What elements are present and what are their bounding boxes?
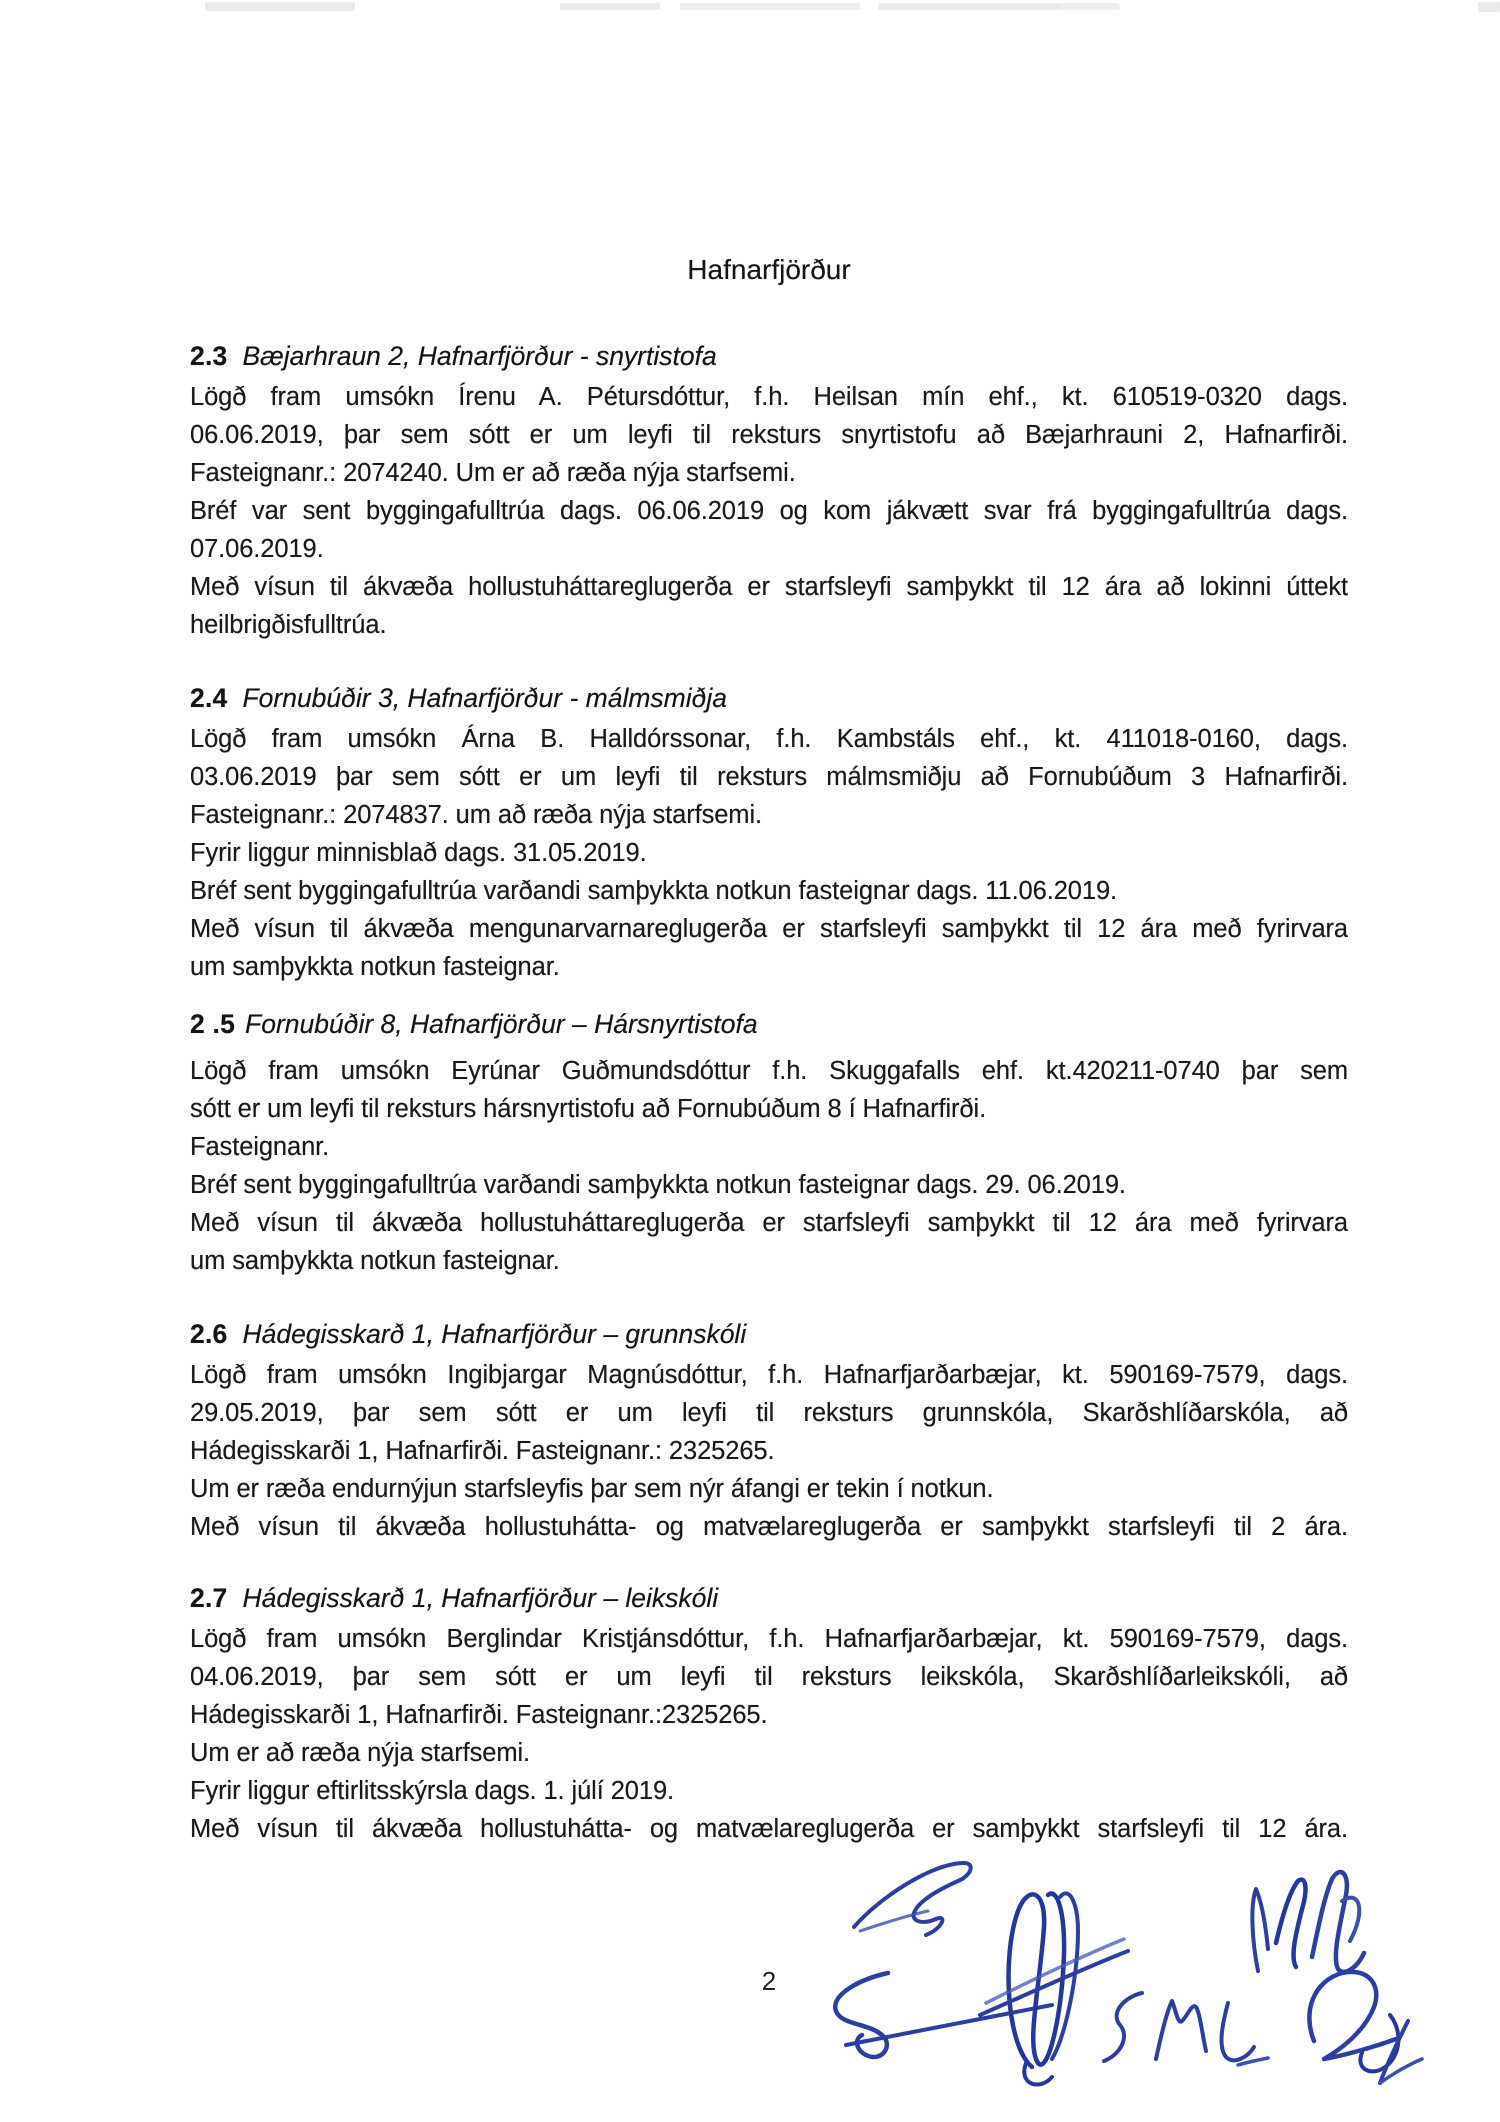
section-number: 2.4 (190, 683, 228, 713)
text-line: Lögð fram umsókn Írenu A. Pétursdóttur, f.h. Heilsan mín ehf., kt. 610519-0320 dags. (190, 383, 1348, 411)
text-line: Lögð fram umsókn Ingibjargar Magnúsdóttur, f.h. Hafnarfjarðarbæjar, kt. 590169-7579, dags. (190, 1361, 1348, 1389)
text-line: sótt er um leyfi til reksturs hársnyrtistofu að Fornubúðum 8 í Hafnarfirði. (190, 1095, 987, 1123)
text-line: Með vísun til ákvæða hollustuháttareglugerða er starfsleyfi samþykkt til 12 ára að lokinni úttekt (190, 573, 1348, 601)
section-title: Bæjarhraun 2, Hafnarfjörður - snyrtistofa (242, 341, 717, 371)
text-line: Hádegisskarði 1, Hafnarfirði. Fasteignanr.: 2325265. (190, 1437, 775, 1465)
text-line: Um er að ræða nýja starfsemi. (190, 1739, 531, 1767)
section-number: 2.7 (190, 1583, 228, 1613)
section-2-5 (190, 1004, 1348, 1280)
section-heading (190, 1578, 1348, 1618)
signature-loops-right (1252, 1872, 1364, 1972)
text-line: um samþykkta notkun fasteignar. (190, 1247, 560, 1275)
signature-flourish-right (1309, 1972, 1422, 2083)
page-number: 2 (761, 1966, 777, 1996)
section-heading (190, 1314, 1348, 1354)
text-line: 03.06.2019 þar sem sótt er um leyfi til reksturs málmsmiðju að Fornubúðum 3 Hafnarfirði. (190, 763, 1348, 791)
text-line: Fyrir liggur eftirlitsskýrsla dags. 1. júlí 2019. (190, 1777, 675, 1805)
section-heading (190, 336, 1348, 376)
scan-artifact (1478, 2, 1500, 12)
text-line: Bréf sent byggingafulltrúa varðandi samþykkta notkun fasteignar dags. 11.06.2019. (190, 877, 1118, 905)
text-line: um samþykkta notkun fasteignar. (190, 953, 560, 981)
signature-initials-sml (1104, 1993, 1268, 2065)
text-line: Með vísun til ákvæða hollustuhátta- og matvælareglugerða er samþykkt starfsleyfi til 12 ára. (190, 1815, 1348, 1843)
document-body (190, 250, 1348, 1848)
text-line: Bréf sent byggingafulltrúa varðandi samþykkta notkun fasteignar dags. 29. 06.2019. (190, 1171, 1126, 1199)
section-number: 2 .5 (190, 1009, 236, 1039)
section-number: 2.3 (190, 341, 228, 371)
scan-artifact (205, 2, 355, 11)
section-2-6 (190, 1314, 1348, 1546)
section-2-4 (190, 678, 1348, 986)
text-line: Með vísun til ákvæða hollustuháttareglugerða er starfsleyfi samþykkt til 12 ára með fyrirvara (190, 1209, 1348, 1237)
section-heading (190, 1004, 1348, 1044)
text-line: Með vísun til ákvæða hollustuhátta- og matvælareglugerða er samþykkt starfsleyfi til 2 ára. (190, 1513, 1348, 1541)
text-line: Bréf var sent byggingafulltrúa dags. 06.06.2019 og kom jákvætt svar frá byggingafulltrúa dags. (190, 497, 1348, 525)
signature-flourish-top (854, 1863, 971, 1935)
section-2-3 (190, 336, 1348, 644)
text-line: 04.06.2019, þar sem sótt er um leyfi til reksturs leikskóla, Skarðshlíðarleikskóli, að (190, 1663, 1348, 1691)
section-number: 2.6 (190, 1319, 228, 1349)
text-line: 29.05.2019, þar sem sótt er um leyfi til reksturs grunnskóla, Skarðshlíðarskóla, að (190, 1399, 1348, 1427)
section-heading (190, 678, 1348, 718)
section-title: Hádegisskarð 1, Hafnarfjörður – grunnskóli (242, 1319, 747, 1349)
scan-artifact (1060, 4, 1120, 10)
text-line: Lögð fram umsókn Berglindar Kristjánsdóttur, f.h. Hafnarfjarðarbæjar, kt. 590169-7579, dags. (190, 1625, 1348, 1653)
text-line: Fasteignanr. (190, 1133, 330, 1161)
signatures-ink (790, 1845, 1490, 2115)
section-title: Fornubúðir 3, Hafnarfjörður - málmsmiðja (242, 683, 727, 713)
scan-artifact (680, 3, 860, 10)
text-line: Fasteignanr.: 2074240. Um er að ræða nýja starfsemi. (190, 459, 796, 487)
section-2-7 (190, 1578, 1348, 1848)
text-line: Hádegisskarði 1, Hafnarfirði. Fasteignanr.:2325265. (190, 1701, 768, 1729)
text-line: Lögð fram umsókn Eyrúnar Guðmundsdóttur f.h. Skuggafalls ehf. kt.420211-0740 þar sem (190, 1057, 1348, 1085)
text-line: Lögð fram umsókn Árna B. Halldórssonar, f.h. Kambstáls ehf., kt. 411018-0160, dags. (190, 725, 1348, 753)
text-line: Með vísun til ákvæða mengunarvarnareglugerða er starfsleyfi samþykkt til 12 ára með fyrirvara (190, 915, 1348, 943)
page-title: Hafnarfjörður (687, 254, 851, 285)
text-line: Fasteignanr.: 2074837. um að ræða nýja starfsemi. (190, 801, 763, 829)
text-line: Fyrir liggur minnisblað dags. 31.05.2019. (190, 839, 647, 867)
text-line: heilbrigðisfulltrúa. (190, 611, 387, 639)
section-title: Fornubúðir 8, Hafnarfjörður – Hársnyrtistofa (245, 1009, 758, 1039)
text-line: 07.06.2019. (190, 535, 324, 563)
section-title: Hádegisskarð 1, Hafnarfjörður – leikskóli (242, 1583, 719, 1613)
signature-loops-center (980, 1893, 1128, 2084)
text-line: 06.06.2019, þar sem sótt er um leyfi til reksturs snyrtistofu að Bæjarhrauni 2, Hafnarfirði. (190, 421, 1348, 449)
text-line: Um er ræða endurnýjun starfsleyfis þar sem nýr áfangi er tekin í notkun. (190, 1475, 994, 1503)
scan-artifact (560, 3, 660, 10)
